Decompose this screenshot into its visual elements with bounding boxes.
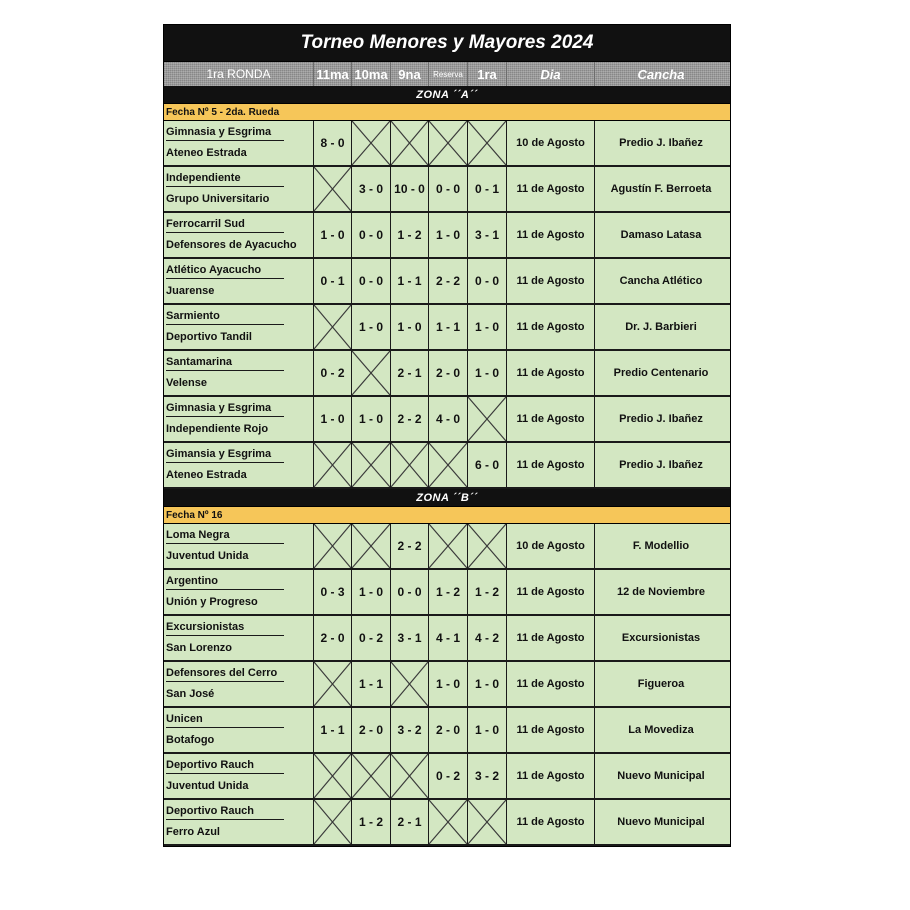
cross-icon xyxy=(468,121,506,165)
col-header-1ra: 1ra xyxy=(468,62,507,86)
match-teams xyxy=(164,167,314,211)
match-day: 10 de Agosto xyxy=(507,524,595,568)
cross-icon xyxy=(391,443,428,487)
match-venue: Cancha Atlético xyxy=(619,275,703,287)
score-cell: 2 - 2 xyxy=(429,259,468,303)
home-team: Gimnasia y Esgrima xyxy=(166,401,284,417)
home-team: Argentino xyxy=(166,574,284,590)
match-teams xyxy=(164,616,314,660)
cross-icon xyxy=(314,167,351,211)
score-cell: 3 - 1 xyxy=(391,616,429,660)
score-cell: 1 - 0 xyxy=(352,570,391,614)
match-day: 11 de Agosto xyxy=(507,754,595,798)
no-match-cross xyxy=(429,800,468,844)
match-row xyxy=(164,754,730,800)
match-row xyxy=(164,708,730,754)
zones-container xyxy=(164,86,730,846)
home-team: Excursionistas xyxy=(166,620,284,636)
match-day: 11 de Agosto xyxy=(507,662,595,706)
score-cell: 1 - 0 xyxy=(468,351,507,395)
match-venue: Predio J. Ibañez xyxy=(619,413,703,425)
score-cell: 0 - 3 xyxy=(314,570,352,614)
score-cell: 1 - 0 xyxy=(429,213,468,257)
col-header-venue: Cancha xyxy=(637,66,685,82)
match-teams xyxy=(164,397,314,441)
away-team: Unión y Progreso xyxy=(166,595,258,608)
match-day: 11 de Agosto xyxy=(507,305,595,349)
match-teams xyxy=(164,524,314,568)
home-team: Santamarina xyxy=(166,355,284,371)
match-teams xyxy=(164,121,314,165)
match-day: 11 de Agosto xyxy=(507,213,595,257)
score-cell: 0 - 0 xyxy=(352,259,391,303)
score-cell: 0 - 0 xyxy=(429,167,468,211)
away-team: Botafogo xyxy=(166,733,215,746)
match-teams xyxy=(164,662,314,706)
match-venue: Dr. J. Barbieri xyxy=(625,321,697,333)
no-match-cross xyxy=(352,754,391,798)
score-cell: 1 - 2 xyxy=(429,570,468,614)
score-cell: 1 - 2 xyxy=(468,570,507,614)
cross-icon xyxy=(314,443,351,487)
match-day: 11 de Agosto xyxy=(507,167,595,211)
no-match-cross xyxy=(391,121,429,165)
home-team: Independiente xyxy=(166,171,284,187)
match-venue: Nuevo Municipal xyxy=(617,816,705,828)
score-cell: 1 - 1 xyxy=(314,708,352,752)
score-cell: 2 - 1 xyxy=(391,351,429,395)
cross-icon xyxy=(352,524,390,568)
cross-icon xyxy=(429,524,467,568)
score-cell: 8 - 0 xyxy=(314,121,352,165)
no-match-cross xyxy=(352,351,391,395)
match-day: 11 de Agosto xyxy=(507,570,595,614)
score-cell: 1 - 1 xyxy=(391,259,429,303)
fixture-sheet xyxy=(163,24,731,847)
cross-icon xyxy=(429,443,467,487)
cross-icon xyxy=(468,397,506,441)
round-header: 1ra RONDA xyxy=(164,62,314,86)
no-match-cross xyxy=(468,397,507,441)
match-row xyxy=(164,616,730,662)
cross-icon xyxy=(352,443,390,487)
no-match-cross xyxy=(314,443,352,487)
score-cell: 2 - 0 xyxy=(429,351,468,395)
score-cell: 10 - 0 xyxy=(391,167,429,211)
cross-icon xyxy=(391,754,428,798)
match-day: 11 de Agosto xyxy=(507,397,595,441)
match-venue: Nuevo Municipal xyxy=(617,770,705,782)
away-team: Grupo Universitario xyxy=(166,192,270,205)
col-header-9na: 9na xyxy=(391,62,429,86)
score-cell: 3 - 2 xyxy=(468,754,507,798)
score-cell: 3 - 0 xyxy=(352,167,391,211)
cross-icon xyxy=(314,800,351,844)
cross-icon xyxy=(314,662,351,706)
score-cell: 4 - 0 xyxy=(429,397,468,441)
away-team: Defensores de Ayacucho xyxy=(166,238,297,251)
away-team: Velense xyxy=(166,376,207,389)
cross-icon xyxy=(352,351,390,395)
no-match-cross xyxy=(468,524,507,568)
away-team: Independiente Rojo xyxy=(166,422,269,435)
score-cell: 3 - 1 xyxy=(468,213,507,257)
match-teams xyxy=(164,213,314,257)
score-cell: 2 - 0 xyxy=(352,708,391,752)
no-match-cross xyxy=(429,121,468,165)
score-cell: 2 - 1 xyxy=(391,800,429,844)
cross-icon xyxy=(352,121,390,165)
score-cell: 0 - 2 xyxy=(352,616,391,660)
match-teams xyxy=(164,351,314,395)
score-cell: 0 - 1 xyxy=(468,167,507,211)
match-venue: Excursionistas xyxy=(621,632,701,644)
fecha-header: Fecha Nº 5 - 2da. Rueda xyxy=(164,103,730,121)
match-row xyxy=(164,570,730,616)
match-row xyxy=(164,800,730,846)
no-match-cross xyxy=(314,524,352,568)
match-row xyxy=(164,524,730,570)
score-cell: 1 - 0 xyxy=(352,305,391,349)
match-day: 11 de Agosto xyxy=(507,800,595,844)
score-cell: 2 - 2 xyxy=(391,524,429,568)
away-team: Ateneo Estrada xyxy=(166,468,247,481)
no-match-cross xyxy=(429,524,468,568)
match-teams xyxy=(164,708,314,752)
away-team: Ateneo Estrada xyxy=(166,146,247,159)
cross-icon xyxy=(468,524,506,568)
no-match-cross xyxy=(314,305,352,349)
zone-header: ZONA ´´A´´ xyxy=(164,86,730,103)
match-venue: La Movediza xyxy=(628,724,694,736)
score-cell: 1 - 0 xyxy=(391,305,429,349)
score-cell: 2 - 0 xyxy=(429,708,468,752)
match-teams xyxy=(164,800,314,844)
score-cell: 1 - 0 xyxy=(314,213,352,257)
no-match-cross xyxy=(391,443,429,487)
home-team: Deportivo Rauch xyxy=(166,804,284,820)
match-row xyxy=(164,259,730,305)
score-cell: 2 - 2 xyxy=(391,397,429,441)
home-team: Unicen xyxy=(166,712,284,728)
score-cell: 1 - 0 xyxy=(314,397,352,441)
cross-icon xyxy=(314,754,351,798)
score-cell: 0 - 0 xyxy=(352,213,391,257)
away-team: Juarense xyxy=(166,284,215,297)
cross-icon xyxy=(391,662,428,706)
home-team: Gimansia y Esgrima xyxy=(166,447,284,463)
home-team: Atlético Ayacucho xyxy=(166,263,284,279)
home-team: Gimnasia y Esgrima xyxy=(166,125,284,141)
match-row xyxy=(164,397,730,443)
home-team: Ferrocarril Sud xyxy=(166,217,284,233)
away-team: Ferro Azul xyxy=(166,825,220,838)
col-header-day: Dia xyxy=(507,62,595,86)
match-row xyxy=(164,305,730,351)
sheet-title: Torneo Menores y Mayores 2024 xyxy=(164,25,730,61)
match-row xyxy=(164,213,730,259)
score-cell: 0 - 2 xyxy=(314,351,352,395)
cross-icon xyxy=(468,800,506,844)
away-team: Juventud Unida xyxy=(166,779,249,792)
fecha-header: Fecha Nº 16 xyxy=(164,506,730,524)
home-team: Loma Negra xyxy=(166,528,284,544)
cross-icon xyxy=(391,121,428,165)
no-match-cross xyxy=(314,754,352,798)
match-row xyxy=(164,121,730,167)
score-cell: 1 - 2 xyxy=(391,213,429,257)
cross-icon xyxy=(314,305,351,349)
no-match-cross xyxy=(391,662,429,706)
away-team: San Lorenzo xyxy=(166,641,233,654)
home-team: Defensores del Cerro xyxy=(166,666,284,682)
no-match-cross xyxy=(468,121,507,165)
score-cell: 1 - 0 xyxy=(468,305,507,349)
score-cell: 3 - 2 xyxy=(391,708,429,752)
away-team: Juventud Unida xyxy=(166,549,249,562)
home-team: Sarmiento xyxy=(166,309,284,325)
no-match-cross xyxy=(468,800,507,844)
score-cell: 1 - 2 xyxy=(352,800,391,844)
cross-icon xyxy=(314,524,351,568)
match-venue: F. Modellio xyxy=(632,540,690,552)
cross-icon xyxy=(429,121,467,165)
match-day: 11 de Agosto xyxy=(507,259,595,303)
match-day: 11 de Agosto xyxy=(507,616,595,660)
score-cell: 0 - 2 xyxy=(429,754,468,798)
score-cell: 1 - 0 xyxy=(352,397,391,441)
col-header-reserva: Reserva xyxy=(429,62,468,86)
match-row xyxy=(164,443,730,489)
match-teams xyxy=(164,443,314,487)
score-cell: 1 - 1 xyxy=(352,662,391,706)
score-cell: 2 - 0 xyxy=(314,616,352,660)
no-match-cross xyxy=(314,167,352,211)
match-venue: Damaso Latasa xyxy=(620,229,702,241)
no-match-cross xyxy=(352,443,391,487)
match-day: 11 de Agosto xyxy=(507,351,595,395)
score-cell: 1 - 0 xyxy=(468,662,507,706)
match-day: 11 de Agosto xyxy=(507,708,595,752)
col-header-11ma: 11ma xyxy=(314,62,352,86)
match-day: 11 de Agosto xyxy=(507,443,595,487)
cross-icon xyxy=(429,800,467,844)
no-match-cross xyxy=(391,754,429,798)
match-row xyxy=(164,662,730,708)
score-cell: 1 - 0 xyxy=(429,662,468,706)
zone-header: ZONA ´´B´´ xyxy=(164,489,730,506)
away-team: Deportivo Tandil xyxy=(166,330,252,343)
col-header-10ma: 10ma xyxy=(352,62,391,86)
match-venue: Predio Centenario xyxy=(613,367,709,379)
cross-icon xyxy=(352,754,390,798)
match-venue: 12 de Noviembre xyxy=(616,586,706,598)
score-cell: 1 - 0 xyxy=(468,708,507,752)
score-cell: 4 - 1 xyxy=(429,616,468,660)
score-cell: 6 - 0 xyxy=(468,443,507,487)
score-cell: 1 - 1 xyxy=(429,305,468,349)
match-row xyxy=(164,351,730,397)
no-match-cross xyxy=(429,443,468,487)
score-cell: 4 - 2 xyxy=(468,616,507,660)
match-teams xyxy=(164,570,314,614)
away-team: San José xyxy=(166,687,215,700)
match-teams xyxy=(164,305,314,349)
match-venue: Agustín F. Berroeta xyxy=(610,183,712,195)
match-venue: Predio J. Ibañez xyxy=(619,137,703,149)
no-match-cross xyxy=(314,662,352,706)
match-teams xyxy=(164,754,314,798)
match-venue: Predio J. Ibañez xyxy=(619,459,703,471)
score-cell: 0 - 0 xyxy=(468,259,507,303)
score-cell: 0 - 1 xyxy=(314,259,352,303)
score-cell: 0 - 0 xyxy=(391,570,429,614)
no-match-cross xyxy=(352,524,391,568)
match-row xyxy=(164,167,730,213)
match-teams xyxy=(164,259,314,303)
home-team: Deportivo Rauch xyxy=(166,758,284,774)
match-day: 10 de Agosto xyxy=(507,121,595,165)
header-row xyxy=(164,61,730,86)
no-match-cross xyxy=(352,121,391,165)
match-venue: Figueroa xyxy=(637,678,685,690)
no-match-cross xyxy=(314,800,352,844)
